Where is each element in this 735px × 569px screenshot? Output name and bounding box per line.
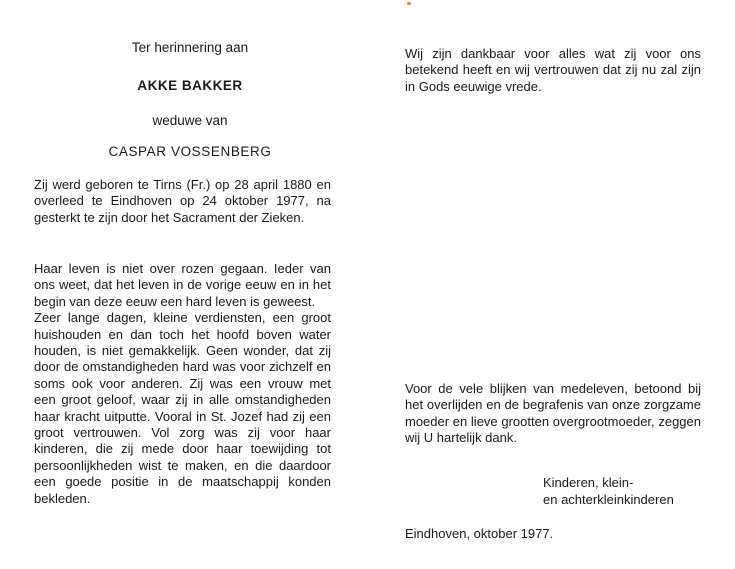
spouse-name: CASPAR VOSSENBERG: [108, 144, 272, 159]
life-paragraph-2: Zeer lange dagen, kleine verdiensten, een groot huishouden en dan toch het hoofd boven water houden, is niet gemakkelijk. Geen wonder, dat zij door de omstandigheden hard was voor zichzelf en soms ook voor anderen. Zij was een vrouw met een groot geloof, waar zij in alle omstandigheden haar kracht uitputte. Vooral in St. Jozef had zij een groot vertrouwen. Vol zorg was zij voor haar kinderen, die zij mede door haar toewijding tot persoonlijkheden wist te maken, en die daardoor een goede positie in de maatschappij konden bekleden.: [34, 310, 331, 506]
family-signature: [543, 474, 723, 508]
signature-line-1: Kinderen, klein-: [543, 475, 634, 490]
life-story: [34, 261, 331, 507]
place-date: Eindhoven, oktober 1977.: [405, 526, 554, 541]
acknowledgement-paragraph: Voor de vele blijken van medeleven, betoond bij het overlijden en de begrafenis van onze zorgzame moeder en lieve grootten overgrootmoeder, zeggen wij U hartelijk dank.: [405, 381, 701, 446]
deceased-name: AKKE BAKKER: [137, 78, 243, 93]
relation-line: weduwe van: [152, 113, 228, 128]
left-panel: [0, 0, 367, 569]
gratitude-paragraph: Wij zijn dankbaar voor alles wat zij voor ons betekend heeft en wij vertrouwen dat zij nu zal zijn in Gods eeuwige vrede.: [405, 46, 701, 94]
intro-line: Ter herinnering aan: [131, 40, 249, 55]
life-paragraph-1: Haar leven is niet over rozen gegaan. Ieder van ons weet, dat het leven in de vorige eeuw en in het begin van deze eeuw een hard leven is geweest.: [34, 261, 331, 309]
right-panel: [367, 0, 735, 569]
signature-line-2: en achterkleinkinderen: [543, 492, 674, 507]
birth-death-text: Zij werd geboren te Tirns (Fr.) op 28 april 1880 en overleed te Eindhoven op 24 oktober 1977, na gesterkt te zijn door het Sacrament der Zieken.: [34, 177, 331, 225]
birth-death-paragraph: [34, 177, 331, 226]
